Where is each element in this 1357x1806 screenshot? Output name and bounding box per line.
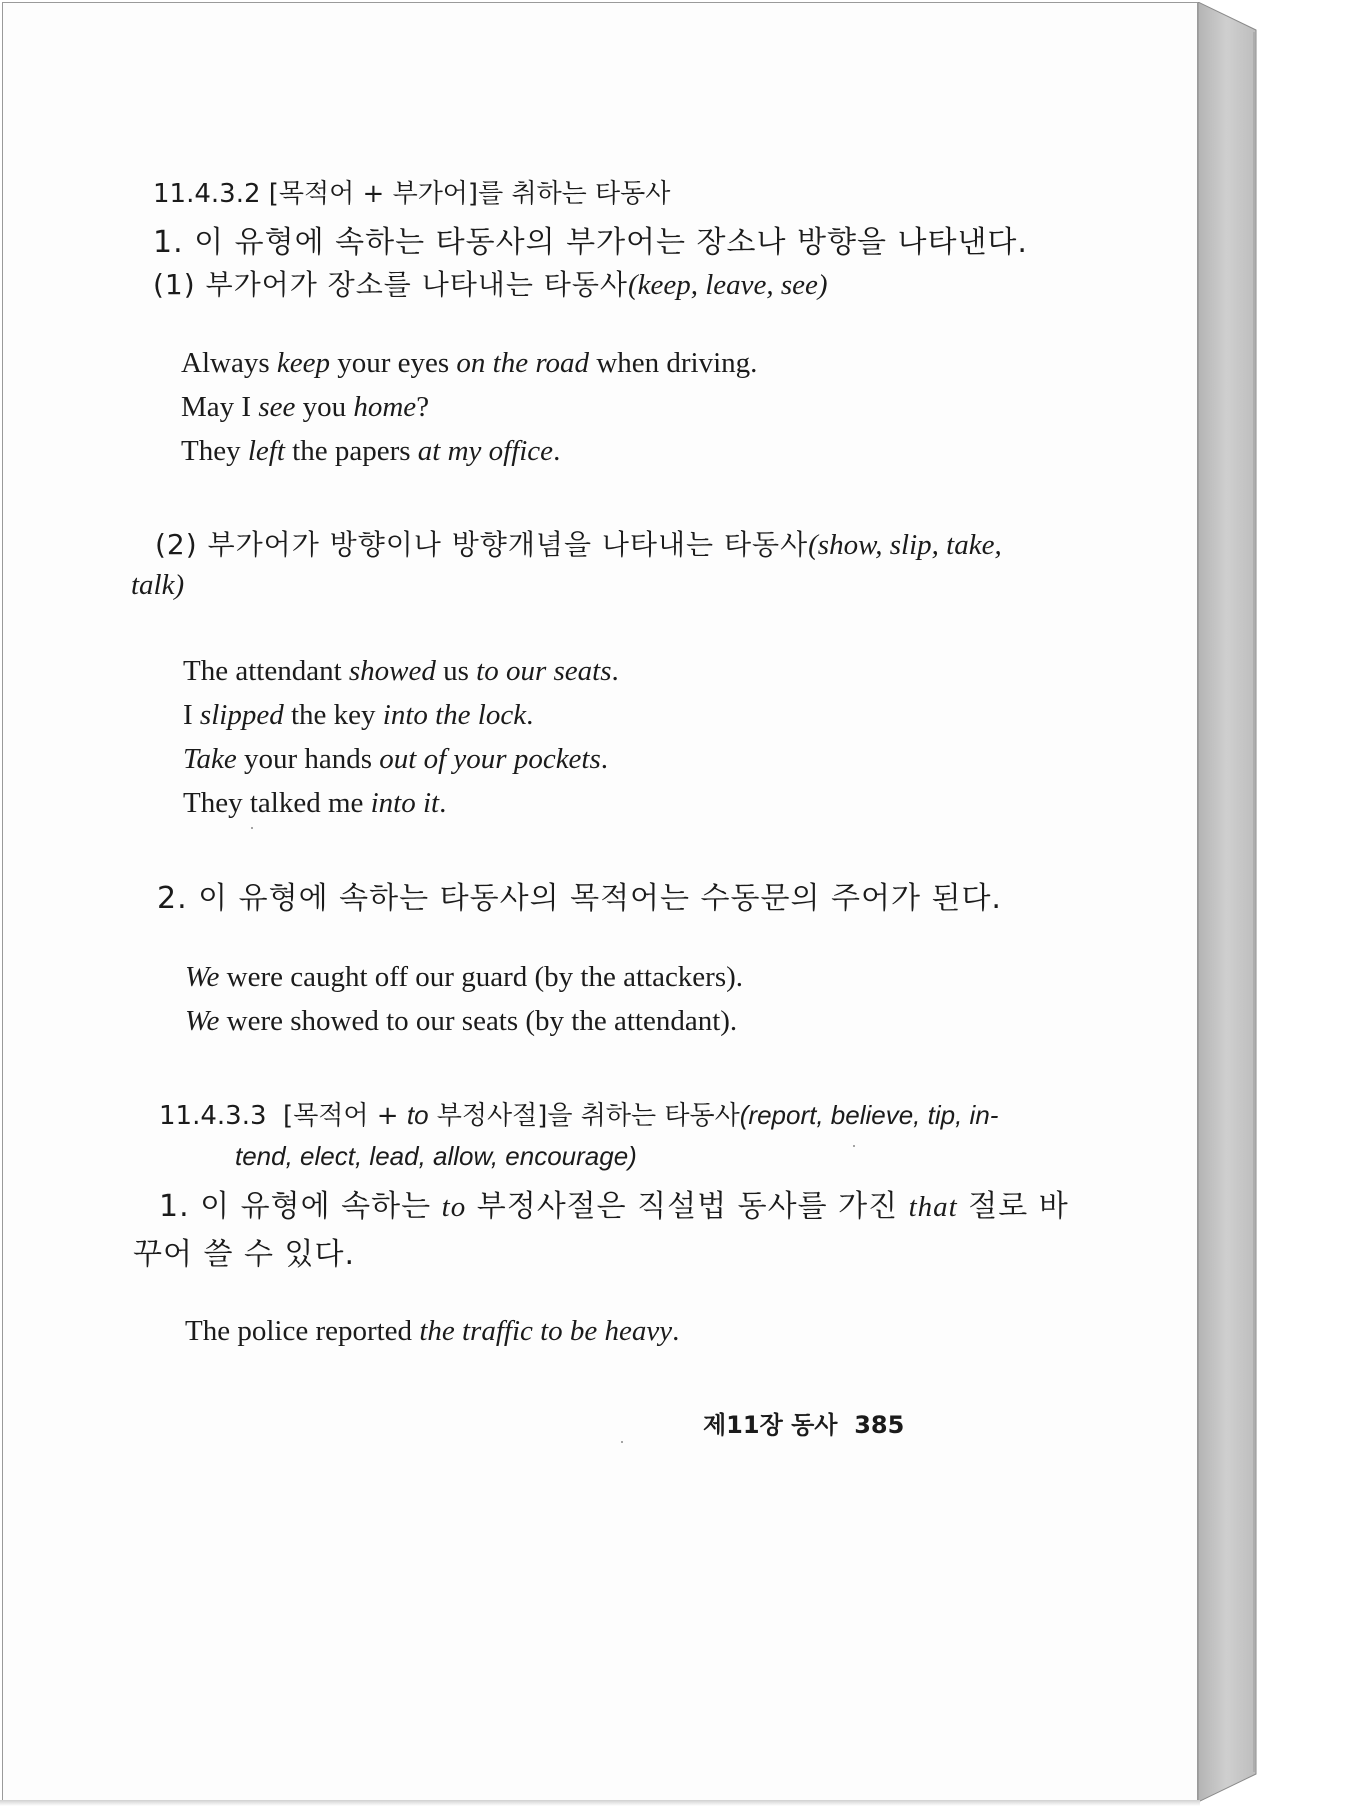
page-footer — [703, 1405, 904, 1440]
speck — [853, 1145, 855, 1147]
point-1-text: 1. 이 유형에 속하는 타동사의 부가어는 장소나 방향을 나타낸다. — [153, 225, 1028, 260]
section-heading: 11.4.3.2 [목적어 + 부가어]를 취하는 타동사 — [153, 179, 671, 209]
section-heading-2-cont: tend, elect, lead, allow, encourage) — [235, 1141, 637, 1171]
example-line: May I see you home? — [181, 391, 430, 423]
point-2-text: 2. 이 유형에 속하는 타동사의 목적어는 수동문의 주어가 된다. — [157, 881, 1002, 916]
speck — [621, 1441, 623, 1443]
page-number: 385 — [854, 1411, 905, 1439]
section-heading-2: 11.4.3.3 [목적어 + to 부정사절]을 취하는 타동사(report, believe, tip, in- — [159, 1100, 999, 1131]
section-2-point-1-cont: 꾸어 쓸 수 있다. — [133, 1237, 356, 1272]
book-edge — [1198, 2, 1270, 1802]
example-line: We were showed to our seats (by the attendant). — [185, 1005, 738, 1037]
subpoint-1 — [153, 263, 828, 303]
subpoint-1-verbs: (keep, leave, see) — [627, 269, 828, 301]
speck — [251, 827, 253, 829]
section-2-point-1: 1. 이 유형에 속하는 to 부정사절은 직설법 동사를 가진 that 절로 바 — [159, 1189, 1069, 1224]
example-line: Take your hands out of your pockets. — [183, 743, 609, 775]
subpoint-1-label: (1) 부가어가 장소를 나타내는 타동사 — [153, 268, 628, 301]
subpoint-2-verbs: (show, slip, take, — [808, 529, 1002, 561]
example-line: The police reported the traffic to be heavy. — [185, 1315, 680, 1347]
page-content — [3, 3, 1199, 1803]
example-line: Always keep your eyes on the road when driving. — [181, 347, 758, 379]
page-shadow — [0, 1800, 1200, 1806]
subpoint-2-verbs-cont: talk) — [131, 569, 185, 601]
book-page — [2, 2, 1198, 1802]
chapter-label: 제11장 동사 — [703, 1411, 838, 1439]
example-line: They left the papers at my office. — [181, 435, 561, 467]
subpoint-2-label: (2) 부가어가 방향이나 방향개념을 나타내는 타동사 — [155, 528, 809, 561]
subpoint-2 — [155, 523, 1002, 563]
example-line: We were caught off our guard (by the attackers). — [185, 961, 744, 993]
example-line: I slipped the key into the lock. — [183, 699, 534, 731]
example-line: They talked me into it. — [183, 787, 447, 819]
example-line: The attendant showed us to our seats. — [183, 655, 619, 687]
